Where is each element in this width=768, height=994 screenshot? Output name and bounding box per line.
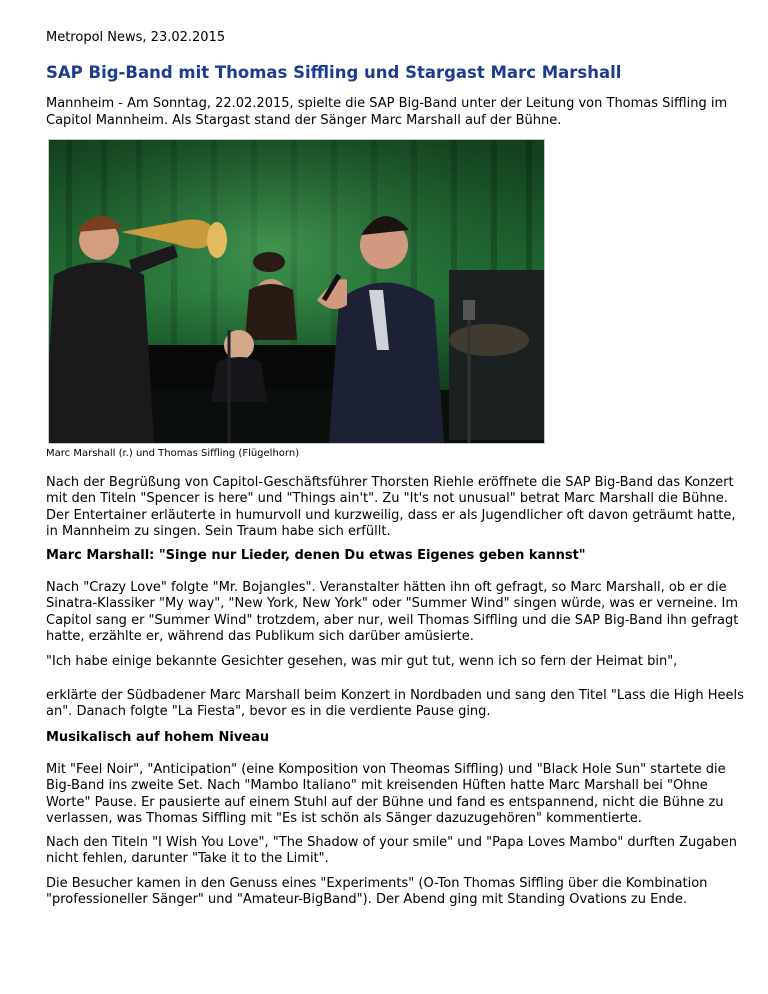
paragraph-high-heels: erklärte der Südbadener Marc Marshall beim Konzert in Nordbaden und sang den Titel "Lass die High Heels an". Danach folgte "La Fiesta", bevor es in die verdiente Pause ging. xyxy=(46,688,744,720)
concert-photo-illustration xyxy=(49,140,544,443)
paragraph-second-set: Mit "Feel Noir", "Anticipation" (eine Komposition von Theomas Siffling) und "Black Hole Sun" startete die Big-Band ins zweite Set. Nach "Mambo Italiano" mit kreisenden Hüften hatte Marc Marshall bei "Ohne Worte" Pause. Er pausierte auf einem Stuhl auf der Bühne und fand es entspannend, nicht die Bühne zu verlassen, was Thomas Siffling mit "Es ist schön als Sänger dazuzugehören" kommentierte. xyxy=(46,762,726,826)
photo-caption: Marc Marshall (r.) und Thomas Siffling (Flügelhorn) xyxy=(46,448,300,459)
paragraph-sinatra: Nach "Crazy Love" folgte "Mr. Bojangles". Veranstalter hätten ihn oft gefragt, so Marc Marshall, ob er die Sinatra-Klassiker "My way", "New York, New York" oder "Summer Wind" singen würde, was er verneine. Im Capitol sang er "Summer Wind" trotzdem, aber nur, weil Thomas Siffling und die SAP Big-Band ihn gefragt hatte, erzählte er, während das Publikum sich darüber amüsierte. xyxy=(46,580,739,644)
subheading-marshall-quote: Marc Marshall: "Singe nur Lieder, denen Du etwas Eigenes geben kannst" xyxy=(46,548,586,563)
paragraph-quote: "Ich habe einige bekannte Gesichter gesehen, was mir gut tut, wenn ich so fern der Heimat bin", xyxy=(46,654,678,669)
concert-photo xyxy=(48,139,545,444)
source-line: Metropol News, 23.02.2015 xyxy=(46,30,226,45)
paragraph-encores: Nach den Titeln "I Wish You Love", "The Shadow of your smile" und "Papa Loves Mambo" durften Zugaben nicht fehlen, darunter "Take it to the Limit". xyxy=(46,835,737,867)
paragraph-intro: Nach der Begrüßung von Capitol-Geschäftsführer Thorsten Riehle eröffnete die SAP Big-Band das Konzert mit den Titeln "Spencer is here" und "Things ain't". Zu "It's not unusual" betrat Marc Marshall die Bühne. Der Entertainer erläuterte in humurvoll und kurzweilig, dass er als Jugendlicher oft davon geträumt hatte, in Mannheim zu singen. Sein Traum habe sich erfüllt. xyxy=(46,475,736,539)
lead-paragraph: Mannheim - Am Sonntag, 22.02.2015, spielte die SAP Big-Band unter der Leitung von Thomas Siffling im Capitol Mannheim. Als Stargast stand der Sänger Marc Marshall auf der Bühne. xyxy=(46,96,728,128)
subheading-niveau: Musikalisch auf hohem Niveau xyxy=(46,730,270,745)
paragraph-ending: Die Besucher kamen in den Genuss eines "Experiments" (O-Ton Thomas Siffling über die Kombination "professioneller Sänger" und "Amateur-BigBand"). Der Abend ging mit Standing Ovations zu Ende. xyxy=(46,876,708,908)
headline: SAP Big-Band mit Thomas Siffling und Stargast Marc Marshall xyxy=(46,63,622,82)
